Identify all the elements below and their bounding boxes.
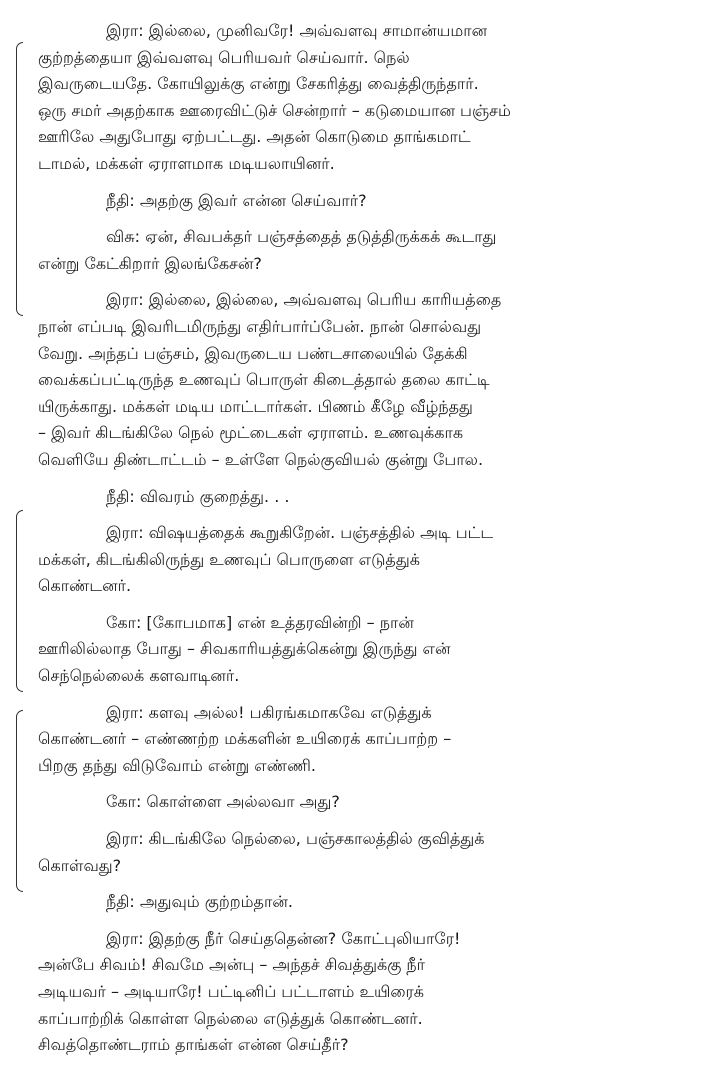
dialogue-paragraph [38,188,668,215]
paragraph-line: அன்பே சிவம்! சிவமே அன்பு – அந்தச் சிவத்துக்கு நீர் [38,955,426,975]
paragraph-line: காப்பாற்றிக் கொள்ள நெல்லை எடுத்துக் கொண்டனர். [38,1008,423,1028]
paragraph-line: அடியவர் – அடியாரே! பட்டினிப் பட்டாளம் உயிரைக் [38,982,425,1001]
paragraph-line: – இவர் கிடங்கிலே நெல் மூட்டைகள் ஏராளம். உணவுக்காக [38,423,464,443]
paragraph-line: வேறு. அந்தப் பஞ்சம், இவருடைய பண்டசாலையில் தேக்கி [38,343,468,363]
paragraph-first-line: இரா: இதற்கு நீர் செய்ததென்ன? கோட்புலியாரே! [106,928,461,948]
paragraph-line: கொண்டனர். [38,576,132,596]
paragraph-line: ஒரு சமர் அதற்காக ஊரைவிட்டுச் சென்றார் – கடுமையான பஞ்சம் [38,100,511,120]
paragraph-line: கொள்வது? [38,855,122,875]
paragraph-first-line: நீதி: அதற்கு இவர் என்ன செய்வார்? [106,190,367,210]
dialogue-paragraph [38,926,668,1059]
paragraph-line: என்று கேட்கிறார் இலங்கேசன்? [38,253,262,273]
paragraph-first-line: விசு: ஏன், சிவபக்தர் பஞ்சத்தைத் தடுத்திருக்கக் கூடாது [106,227,497,247]
dialogue-paragraph [38,789,668,816]
dialogue-paragraph [38,18,668,178]
paragraph-line: ஊரிலே அதுபோது ஏற்பட்டது. அதன் கொடுமை தாங்கமாட் [38,127,471,147]
dialogue-paragraph [38,520,668,600]
paragraph-line: இவருடையதே. கோயிலுக்கு என்று சேகரித்து வைத்திருந்தார். [38,74,479,94]
paragraph-line: சிவத்தொண்டராம் தாங்கள் என்ன செய்தீர்? [38,1035,349,1055]
document-page [38,18,668,1069]
paragraph-first-line: இரா: இல்லை, இல்லை, அவ்வளவு பெரிய காரியத்தை [106,290,502,310]
paragraph-first-line: கோ: [கோபமாக] என் உத்தரவின்றி – நான் [106,612,414,632]
paragraph-line: செந்நெல்லைக் களவாடினர். [38,666,240,686]
paragraph-line: வெளியே திண்டாட்டம் – உள்ளே நெல்குவியல் குன்று போல. [38,449,484,469]
dialogue-paragraph [38,287,668,473]
dialogue-paragraph [38,700,668,780]
paragraph-first-line: இரா: விஷயத்தைக் கூறுகிறேன். பஞ்சத்தில் அடி பட்ட [106,523,494,543]
paragraph-line: கொண்டனர் – எண்ணற்ற மக்களின் உயிரைக் காப்பாற்ற – [38,729,452,749]
paragraph-line: பிறகு தந்து விடுவோம் என்று எண்ணி. [38,755,317,775]
margin-bracket-1 [16,48,17,310]
dialogue-paragraph [38,610,668,690]
paragraph-first-line: நீதி: விவரம் குறைத்து. . . [106,486,290,506]
paragraph-first-line: இரா: இல்லை, முனிவரே! அவ்வளவு சாமான்யமான [106,21,488,40]
paragraph-first-line: நீதி: அதுவும் குற்றம்தான். [106,892,293,912]
paragraph-line: நான் எப்படி இவரிடமிருந்து எதிர்பார்ப்பேன். நான் சொல்வது [38,316,482,336]
paragraph-first-line: இரா: களவு அல்ல! பகிரங்கமாகவே எடுத்துக் [106,702,432,722]
margin-bracket-2 [16,516,17,686]
paragraph-line: வைக்கப்பட்டிருந்த உணவுப் பொருள் கிடைத்தால் தலை காட்டி [38,370,490,390]
margin-bracket-3 [16,716,17,886]
paragraph-first-line: இரா: கிடங்கிலே நெல்லை, பஞ்சகாலத்தில் குவித்துக் [106,829,485,849]
dialogue-paragraph [38,224,668,277]
paragraph-first-line: கோ: கொள்ளை அல்லவா அது? [106,792,340,812]
dialogue-paragraph [38,484,668,511]
paragraph-line: மக்கள், கிடங்கிலிருந்து உணவுப் பொருளை எடுத்துக் [38,549,420,569]
dialogue-paragraph [38,889,668,916]
paragraph-line: ஊரிலில்லாத போது – சிவகாரியத்துக்கென்று இருந்து என் [38,639,451,659]
paragraph-line: குற்றத்தையா இவ்வளவு பெரியவர் செய்வார். நெல் [38,47,410,67]
paragraph-line: டாமல், மக்கள் ஏராளமாக மடியலாயினர். [38,153,335,173]
dialogue-paragraph [38,826,668,879]
paragraph-line: யிருக்காது. மக்கள் மடிய மாட்டார்கள். பிணம் கீழே வீழ்ந்தது [38,396,473,416]
